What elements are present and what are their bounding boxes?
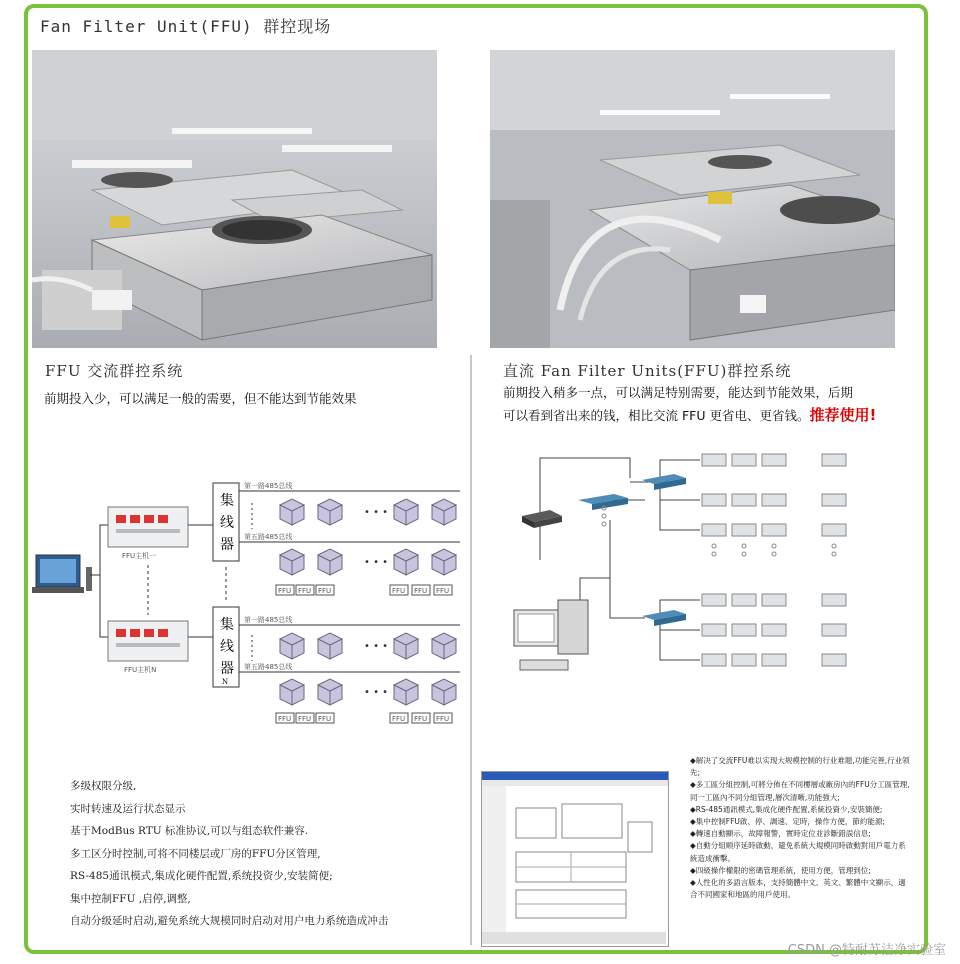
hub-1-char-3: 器 (220, 537, 234, 553)
svg-text:• • •: • • • (364, 687, 389, 698)
hub-n-char-2: 线 (220, 639, 234, 655)
feature-item: 集中控制FFU ,启停,调整, (70, 892, 191, 905)
feature-item: 基于ModBus RTU 标准协议,可以与组态软件兼容. (70, 825, 309, 837)
ffu-label-3: FFU (318, 587, 332, 595)
ffu-unit-rows (702, 454, 846, 666)
host-1-label: FFU主机一 (122, 552, 157, 560)
dc-description-line-2 (503, 404, 923, 427)
dc-network-diagram (510, 450, 920, 690)
ac-section-description: 前期投入少，可以满足一般的需要，但不能达到节能效果 (44, 391, 357, 406)
recommend-badge: 推荐使用! (809, 406, 877, 424)
ffu-label-10: FFU (392, 715, 406, 723)
feature-item: RS-485通讯模式,集成化硬件配置,系统投资少,安装简便; (70, 870, 333, 882)
ffu-label-8: FFU (298, 715, 312, 723)
dc-description-text: 可以看到省出来的钱，相比交流 FFU 更省电、更省钱。 (503, 408, 810, 423)
feature-item: 实时转速及运行状态显示 (70, 802, 186, 815)
ac-feature-list (70, 775, 388, 933)
bus-line-first-n: 第一路485总线 (244, 616, 293, 624)
ac-control-diagram (30, 475, 470, 735)
ffu-host-1 (108, 507, 188, 547)
ffu-site-photo-left (32, 50, 437, 348)
hub-1-char-1: 集 (220, 493, 234, 509)
hub-n-char-3: 器 (220, 661, 234, 677)
ffu-label-4: FFU (392, 587, 406, 595)
divider-left (470, 355, 472, 945)
ffu-label-11: FFU (414, 715, 428, 723)
note-item: ◆RS-485通訊模式,集成化硬件配置,系統投資少,安裝簡便; (690, 804, 883, 814)
svg-text:• • •: • • • (364, 557, 389, 568)
dc-description-line-1: 前期投入稍多一点，可以满足特别需要，能达到节能效果，后期 (503, 385, 854, 400)
ffu-label-7: FFU (278, 715, 292, 723)
note-item: ◆人性化的多語言版本，支持簡體中文、英文、繁體中文顯示，適合不同國家和地區的用戶使用。 (690, 878, 906, 900)
workstation-icon (514, 600, 588, 670)
note-item: ◆解决了交流FFU难以实现大规模控制的行业难题,功能完善,行业领先; (690, 756, 910, 778)
software-screenshot (481, 771, 669, 947)
feature-item: 多工区分时控制,可将不同楼层或厂房的FFU分区管理, (70, 847, 321, 860)
ffu-label-2: FFU (298, 587, 312, 595)
bus-line-first-1: 第一路485总线 (244, 482, 293, 490)
router-icon (522, 510, 562, 528)
note-item: ◆轉速自動顯示，故障報警，實時定位並診斷錯誤信息; (690, 829, 871, 839)
ffu-label-9: FFU (318, 715, 332, 723)
note-item: ◆集中控制FFU啟、停、調速、定時，操作方便，節約能源; (690, 817, 885, 827)
dc-section-description (503, 382, 923, 427)
hub-1-char-2: 线 (220, 515, 234, 531)
note-item: ◆四級操作權限的密碼管理系統，使用方便，管理到位; (690, 865, 871, 875)
dc-feature-notes (690, 755, 912, 901)
ffu-host-n (108, 621, 188, 661)
switch-icon-3 (642, 610, 686, 626)
svg-text:• • •: • • • (364, 507, 389, 518)
ffu-label-5: FFU (414, 587, 428, 595)
hub-n-char-1: 集 (220, 617, 234, 633)
pc-icon (32, 555, 92, 593)
ffu-label-12: FFU (436, 715, 450, 723)
note-item: ◆多工區分組控制,可將分佈在不同樓層或廠房內的FFU分工區管理,同一工區內不同分組管理,層次清晰,功能強大; (690, 780, 910, 802)
ffu-label-1: FFU (278, 587, 292, 595)
note-item: ◆自動分組順序延時啟動，避免系統大規模同時啟動對用戶電力系統造成衝擊。 (690, 841, 906, 863)
svg-text:• • •: • • • (364, 641, 389, 652)
switch-icon-2 (642, 474, 686, 490)
ffu-site-photo-right (490, 50, 895, 348)
ffu-label-6: FFU (436, 587, 450, 595)
hub-n-suffix: N (222, 678, 229, 686)
host-n-label: FFU主机N (124, 666, 157, 674)
dc-section-title: 直流 Fan Filter Units(FFU)群控系统 (503, 362, 792, 380)
feature-item: 多级权限分级, (70, 780, 137, 792)
switch-icon-1 (578, 494, 628, 510)
page-title: Fan Filter Unit(FFU) 群控现场 (40, 17, 332, 36)
bus-line-fifth-1: 第五路485总线 (244, 533, 293, 541)
watermark: CSDN @特耐苏洁净实验室 (787, 943, 946, 958)
ac-section-title: FFU 交流群控系统 (45, 362, 184, 380)
bus-line-fifth-n: 第五路485总线 (244, 663, 293, 671)
feature-item: 自动分级延时启动,避免系统大规模同时启动对用户电力系统造成冲击 (70, 915, 389, 927)
